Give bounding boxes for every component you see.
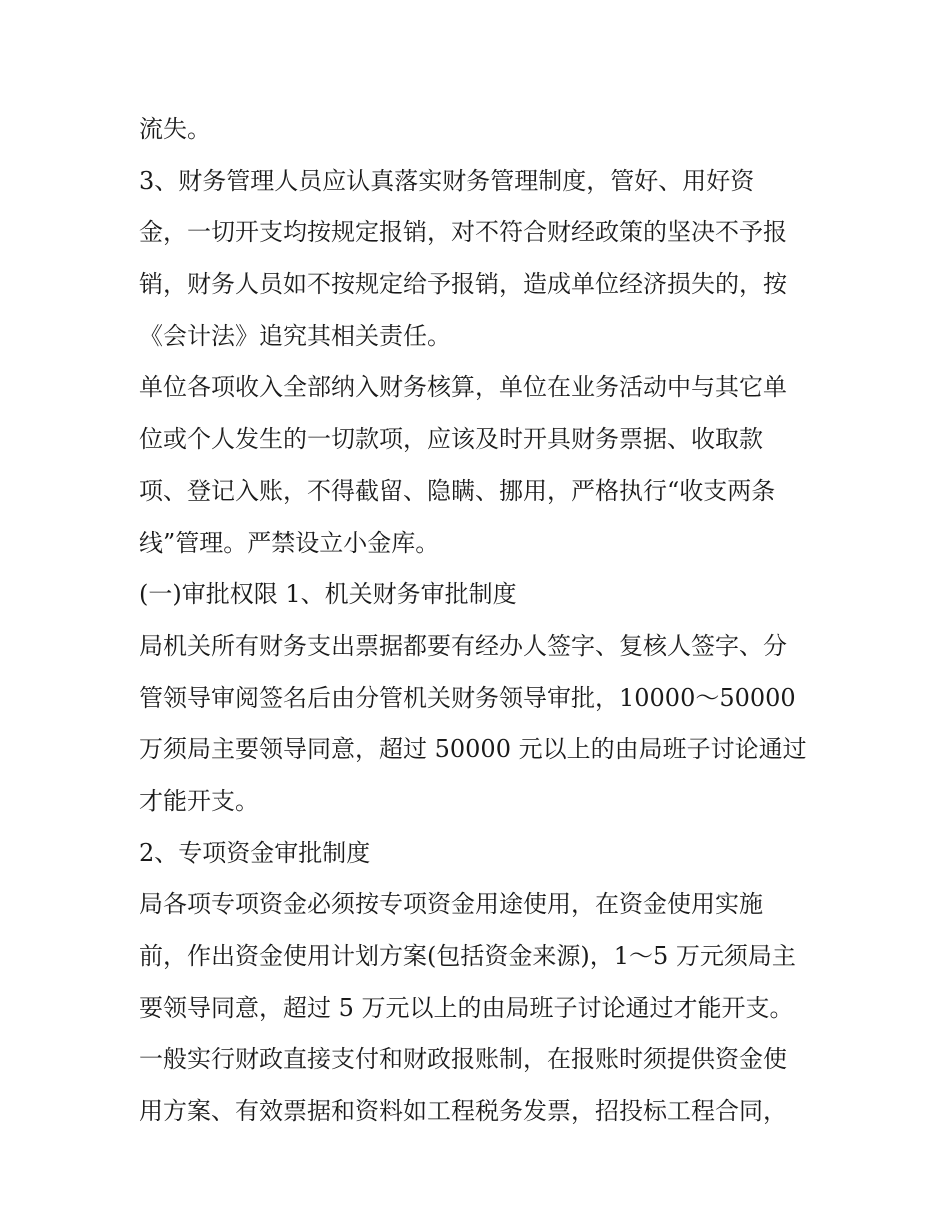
text-line: 销，财务人员如不按规定给予报销，造成单位经济损失的，按	[139, 270, 787, 299]
section-heading: 2、专项资金审批制度	[139, 838, 371, 867]
text-line: 金，一切开支均按规定报销，对不符合财经政策的坚决不予报	[139, 218, 787, 247]
text-line: 万须局主要领导同意，超过 50000 元以上的由局班子讨论通过	[139, 735, 807, 764]
text-line: 位或个人发生的一切款项，应该及时开具财务票据、收取款	[139, 425, 763, 454]
text-line: 《会计法》追究其相关责任。	[139, 321, 451, 350]
text-line: 要领导同意，超过 5 万元以上的由局班子讨论通过才能开支。	[139, 993, 794, 1022]
section-heading: (一)审批权限 1、机关财务审批制度	[139, 580, 517, 609]
text-line: 用方案、有效票据和资料如工程税务发票，招投标工程合同，	[139, 1097, 787, 1126]
text-line: 管领导审阅签名后由分管机关财务领导审批，10000～50000	[139, 683, 796, 712]
text-line: 前，作出资金使用计划方案(包括资金来源)，1～5 万元须局主	[139, 942, 796, 970]
text-line: 才能开支。	[139, 786, 259, 815]
document-body	[139, 104, 819, 1138]
text-line: 一般实行财政直接支付和财政报账制，在报账时须提供资金使	[139, 1045, 787, 1074]
text-line: 局各项专项资金必须按专项资金用途使用，在资金使用实施	[139, 890, 763, 919]
text-line: 线”管理。严禁设立小金库。	[139, 528, 440, 557]
text-line: 单位各项收入全部纳入财务核算，单位在业务活动中与其它单	[139, 373, 787, 402]
text-line: 3、财务管理人员应认真落实财务管理制度，管好、用好资	[139, 166, 755, 195]
text-line: 项、登记入账，不得截留、隐瞒、挪用，严格执行“收支两条	[139, 476, 776, 505]
text-line: 局机关所有财务支出票据都要有经办人签字、复核人签字、分	[139, 631, 787, 660]
text-line: 流失。	[139, 115, 211, 143]
